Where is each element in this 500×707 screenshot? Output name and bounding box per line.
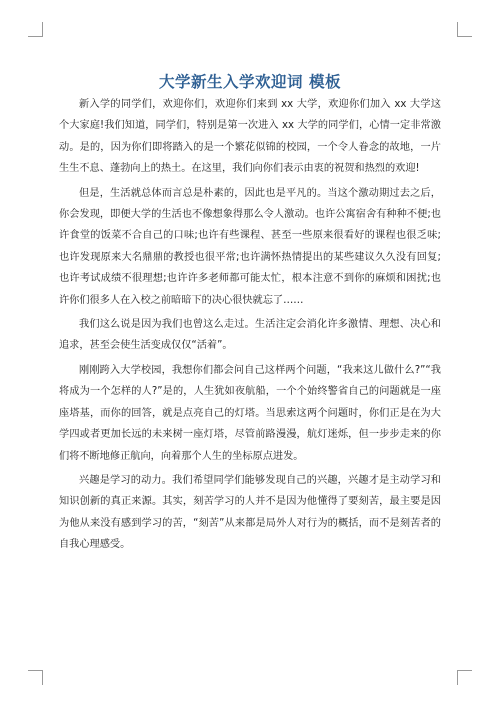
- paragraph-welcome: 新入学的同学们，欢迎你们，欢迎你们来到 xx 大学，欢迎你们加入 xx 大学这个大家庭!我们知道，同学们，特别是第一次进入 xx 大学的同学们，心情一定非常激动。是的，因为你们即将踏入的是一个繁花似锦的校园，一个令人眷念的故地，一片生生不息、蓬勃向上的热土。在这里，我们向你们表示由衷的祝贺和热烈的欢迎!: [59, 99, 441, 175]
- crop-mark-top-right: [457, 22, 472, 37]
- paragraph-experience: 我们这么说是因为我们也曾这么走过。生活注定会消化许多激情、理想、决心和追求，甚至会使生活变成仅仅“活着”。: [59, 319, 441, 352]
- paragraph-questions: 刚刚跨入大学校园，我想你们都会问自己这样两个问题，“我来这儿做什么?”“我将成为一个怎样的人?”是的，人生犹如夜航船，一个个始终警省自己的问题就是一座座塔基，而你的回答，就是点亮自己的灯塔。当思索这两个问题时，你们正是在为大学四或者更加长远的未来树一座灯塔，尽管前路漫漫，航灯迷烁，但一步步走来的你们将不断地修正航向，向着那个人生的坐标原点进发。: [59, 364, 441, 462]
- document-body: [59, 94, 441, 559]
- crop-mark-top-left: [28, 22, 43, 37]
- crop-mark-bottom-left: [28, 670, 43, 685]
- paragraph-interest: 兴趣是学习的动力。我们希望同学们能够发现自己的兴趣，兴趣才是主动学习和知识创新的真正来源。其实，刻苦学习的人并不是因为他懂得了要刻苦，最主要是因为他从来没有感到学习的苦，“刻苦”从来都是局外人对行为的概括，而不是刻苦者的自我心理感受。: [59, 474, 441, 551]
- document-title: 大学新生入学欢迎词 模板: [159, 73, 341, 92]
- crop-mark-bottom-right: [457, 670, 472, 685]
- paragraph-reality: 但是，生活就总体而言总是朴素的，因此也是平凡的。当这个激动期过去之后，你会发现，即便大学的生活也不像想象得那么令人激动。也许公寓宿舍有种种不便;也许食堂的饭菜不合自己的口味;也许有些课程、甚至一些原来很看好的课程也很乏味;也许发现原来大名鼎鼎的教授也很平常;也许满怀热情提出的某些建议久久没有回复;也许考试成绩不很理想;也许许多老师都可能太忙，根本注意不到你的麻烦和困扰;也许你们很多人在入校之前暗暗下的决心很快就忘了……: [59, 187, 441, 306]
